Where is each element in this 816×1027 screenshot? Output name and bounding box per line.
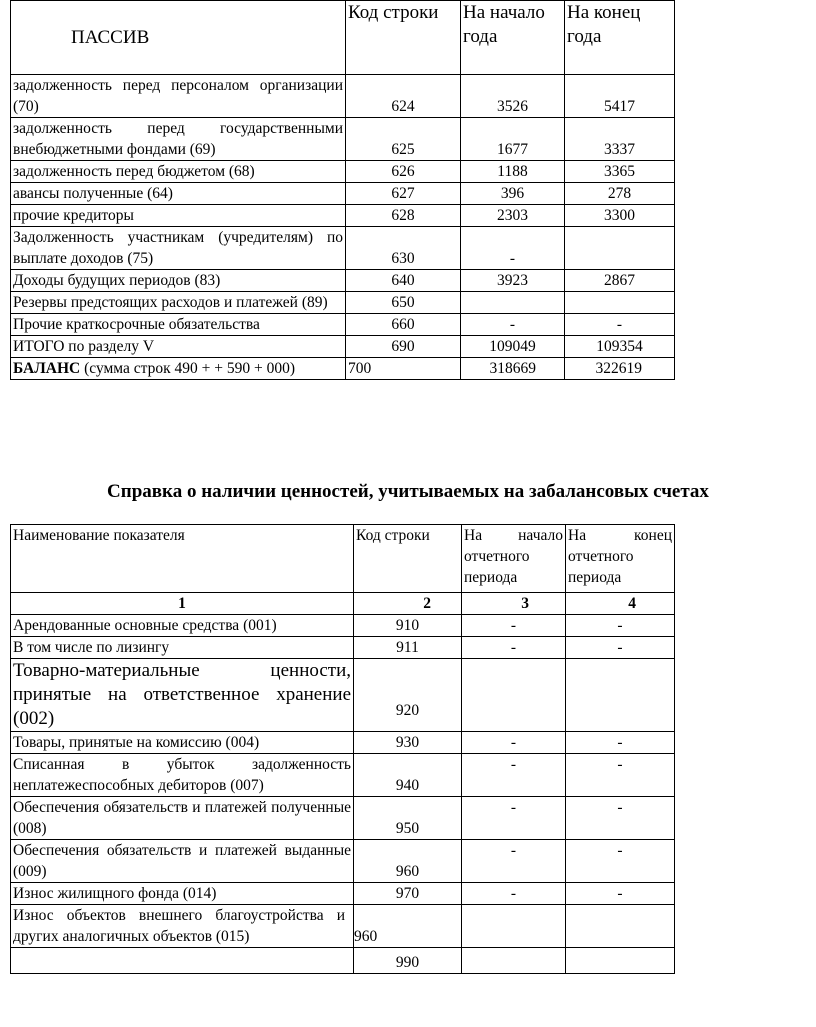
table-row bbox=[11, 292, 675, 314]
row-code: 630 bbox=[346, 227, 461, 270]
row-end: - bbox=[566, 754, 675, 797]
row-end: 3365 bbox=[565, 161, 675, 183]
row-code: 990 bbox=[354, 948, 462, 974]
column-number: 3 bbox=[462, 593, 566, 615]
row-name: задолженность перед государственными внебюджетными фондами (69) bbox=[11, 118, 346, 161]
row-name: Обеспечения обязательств и платежей выданные (009) bbox=[11, 840, 354, 883]
table-row bbox=[11, 754, 675, 797]
offbalance-table bbox=[10, 524, 675, 974]
balance-code: 700 bbox=[346, 358, 461, 380]
column-number: 4 bbox=[566, 593, 675, 615]
header-code: Код строки bbox=[354, 525, 462, 593]
row-end: 2867 bbox=[565, 270, 675, 292]
table-row bbox=[11, 183, 675, 205]
row-name: Товары, принятые на комиссию (004) bbox=[11, 732, 354, 754]
row-start: 2303 bbox=[461, 205, 565, 227]
row-name: прочие кредиторы bbox=[11, 205, 346, 227]
row-name: Задолженность участникам (учредителям) по выплате доходов (75) bbox=[11, 227, 346, 270]
row-start bbox=[462, 659, 566, 732]
row-end bbox=[566, 905, 675, 948]
row-end: 5417 bbox=[565, 75, 675, 118]
row-end: - bbox=[566, 732, 675, 754]
row-name: авансы полученные (64) bbox=[11, 183, 346, 205]
table-row bbox=[11, 883, 675, 905]
table-row bbox=[11, 797, 675, 840]
row-name: задолженность перед персоналом организации (70) bbox=[11, 75, 346, 118]
row-code: 627 bbox=[346, 183, 461, 205]
row-start: 396 bbox=[461, 183, 565, 205]
balance-end: 322619 bbox=[565, 358, 675, 380]
row-name: Резервы предстоящих расходов и платежей (89) bbox=[11, 292, 346, 314]
row-code: 640 bbox=[346, 270, 461, 292]
row-end: 278 bbox=[565, 183, 675, 205]
table-row bbox=[11, 205, 675, 227]
header-section: ПАССИВ bbox=[11, 1, 346, 75]
header-start: На начало года bbox=[461, 1, 565, 75]
row-code: 650 bbox=[346, 292, 461, 314]
table-row bbox=[11, 615, 675, 637]
row-start: 1677 bbox=[461, 118, 565, 161]
row-end bbox=[566, 948, 675, 974]
table-row bbox=[11, 732, 675, 754]
row-start: 3923 bbox=[461, 270, 565, 292]
row-name: Доходы будущих периодов (83) bbox=[11, 270, 346, 292]
row-start: - bbox=[462, 754, 566, 797]
row-end: 3337 bbox=[565, 118, 675, 161]
balance-label-bold: БАЛАНС bbox=[13, 360, 81, 377]
balance-start: 318669 bbox=[461, 358, 565, 380]
row-name bbox=[11, 948, 354, 974]
balance-label-rest: (сумма строк 490 + + 590 + 000) bbox=[80, 360, 296, 377]
row-end: - bbox=[566, 797, 675, 840]
column-number: 1 bbox=[11, 593, 354, 615]
row-end bbox=[565, 292, 675, 314]
row-start: - bbox=[462, 840, 566, 883]
row-name: ИТОГО по разделу V bbox=[11, 336, 346, 358]
row-start: - bbox=[462, 615, 566, 637]
row-code: 960 bbox=[354, 840, 462, 883]
table-row bbox=[11, 637, 675, 659]
balance-label bbox=[11, 358, 346, 380]
table-row bbox=[11, 905, 675, 948]
row-code: 624 bbox=[346, 75, 461, 118]
row-start: - bbox=[462, 732, 566, 754]
row-end: - bbox=[565, 314, 675, 336]
row-code: 930 bbox=[354, 732, 462, 754]
row-name: Списанная в убыток задолженность неплатежеспособных дебиторов (007) bbox=[11, 754, 354, 797]
row-end bbox=[566, 659, 675, 732]
header-code: Код строки bbox=[346, 1, 461, 75]
row-name: Товарно-материальные ценности, принятые на ответственное хранение (002) bbox=[11, 659, 354, 732]
offbalance-caption: Справка о наличии ценностей, учитываемых на забалансовых счетах bbox=[107, 481, 709, 502]
row-start: 1188 bbox=[461, 161, 565, 183]
row-end: - bbox=[566, 840, 675, 883]
row-code: 920 bbox=[354, 659, 462, 732]
table-row bbox=[11, 270, 675, 292]
row-start: - bbox=[462, 797, 566, 840]
row-start: 3526 bbox=[461, 75, 565, 118]
column-number: 2 bbox=[354, 593, 462, 615]
row-name: Износ объектов внешнего благоустройства и других аналогичных объектов (015) bbox=[11, 905, 354, 948]
table-row bbox=[11, 840, 675, 883]
row-start: - bbox=[462, 637, 566, 659]
row-start: - bbox=[462, 883, 566, 905]
row-code: 970 bbox=[354, 883, 462, 905]
table-row bbox=[11, 161, 675, 183]
table-header-row bbox=[11, 525, 675, 593]
table-row bbox=[11, 336, 675, 358]
table-row bbox=[11, 948, 675, 974]
table-row bbox=[11, 75, 675, 118]
row-code: 960 bbox=[354, 905, 462, 948]
row-name: задолженность перед бюджетом (68) bbox=[11, 161, 346, 183]
table-row bbox=[11, 314, 675, 336]
row-end: 3300 bbox=[565, 205, 675, 227]
row-code: 660 bbox=[346, 314, 461, 336]
row-name: В том числе по лизингу bbox=[11, 637, 354, 659]
row-end: - bbox=[566, 637, 675, 659]
row-name: Обеспечения обязательств и платежей полученные (008) bbox=[11, 797, 354, 840]
table-row bbox=[11, 118, 675, 161]
row-name: Прочие краткосрочные обязательства bbox=[11, 314, 346, 336]
row-code: 911 bbox=[354, 637, 462, 659]
row-code: 628 bbox=[346, 205, 461, 227]
row-start: - bbox=[461, 227, 565, 270]
row-end: 109354 bbox=[565, 336, 675, 358]
header-name: Наименование показателя bbox=[11, 525, 354, 593]
table-header-row bbox=[11, 1, 675, 75]
header-end: На конец отчетного периода bbox=[566, 525, 675, 593]
row-start bbox=[462, 948, 566, 974]
row-code: 940 bbox=[354, 754, 462, 797]
row-code: 690 bbox=[346, 336, 461, 358]
row-start: 109049 bbox=[461, 336, 565, 358]
row-end bbox=[565, 227, 675, 270]
row-end: - bbox=[566, 615, 675, 637]
table-row bbox=[11, 659, 675, 732]
row-code: 626 bbox=[346, 161, 461, 183]
row-start: - bbox=[461, 314, 565, 336]
row-name: Износ жилищного фонда (014) bbox=[11, 883, 354, 905]
balance-row bbox=[11, 358, 675, 380]
row-start bbox=[462, 905, 566, 948]
row-name: Арендованные основные средства (001) bbox=[11, 615, 354, 637]
row-end: - bbox=[566, 883, 675, 905]
row-code: 950 bbox=[354, 797, 462, 840]
passive-table bbox=[10, 0, 675, 380]
row-start bbox=[461, 292, 565, 314]
table-row bbox=[11, 227, 675, 270]
row-code: 910 bbox=[354, 615, 462, 637]
header-start: На начало отчетного периода bbox=[462, 525, 566, 593]
column-number-row bbox=[11, 593, 675, 615]
row-code: 625 bbox=[346, 118, 461, 161]
header-end: На конец года bbox=[565, 1, 675, 75]
